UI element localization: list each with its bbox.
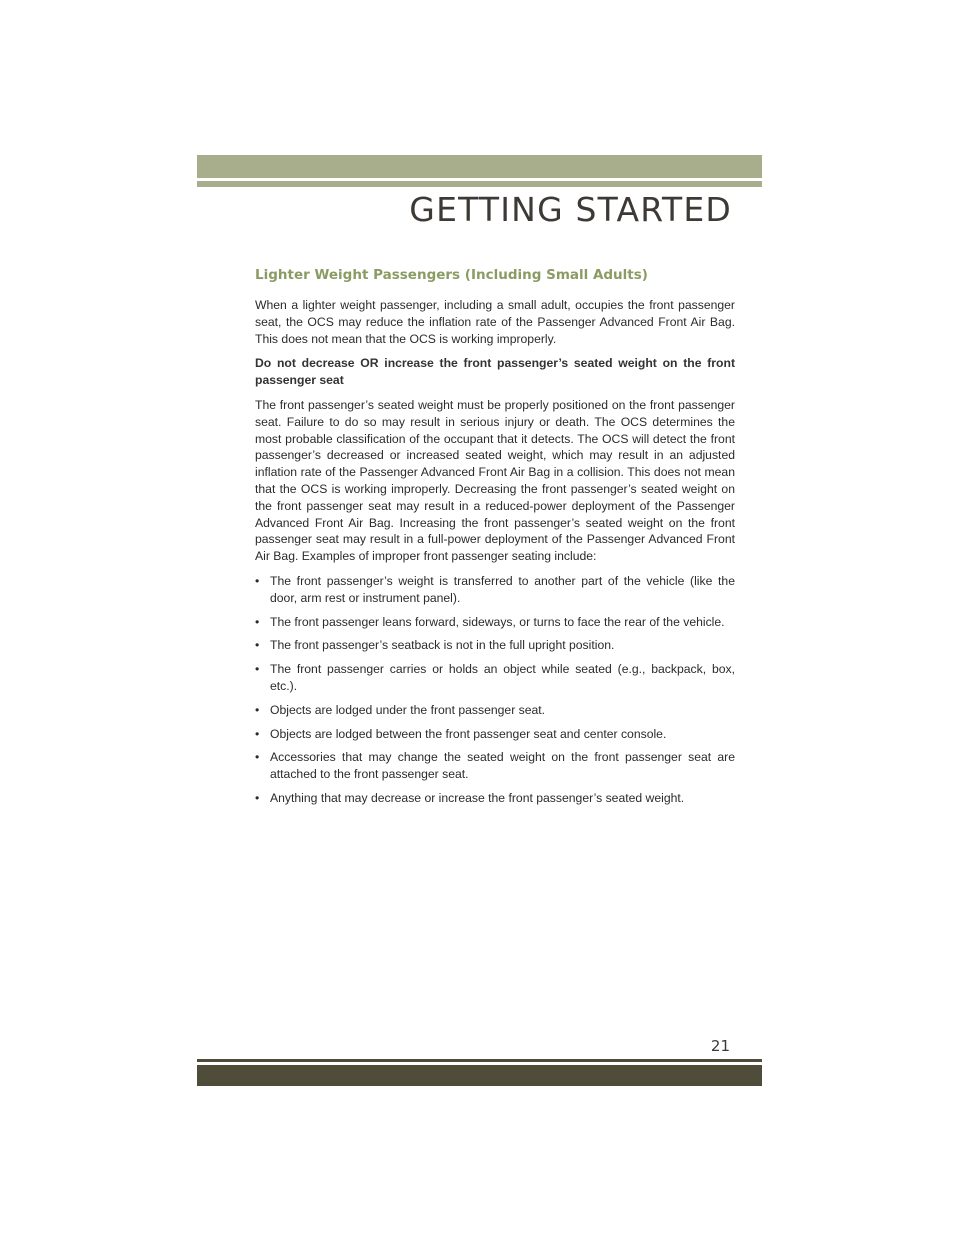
- improper-seating-list: [255, 573, 735, 807]
- list-item-text: The front passenger leans forward, sideways, or turns to face the rear of the vehicle.: [270, 614, 725, 629]
- list-item-text: Anything that may decrease or increase the front passenger’s seated weight.: [270, 790, 685, 805]
- header-band: [197, 155, 762, 178]
- list-item: [255, 702, 735, 719]
- bullet: •: [255, 638, 260, 653]
- subheading: Lighter Weight Passengers (Including Small Adults): [255, 267, 648, 283]
- list-item-text: Objects are lodged between the front passenger seat and center console.: [270, 726, 667, 741]
- section-title: GETTING STARTED: [409, 190, 732, 229]
- list-item-text: The front passenger’s weight is transferred to another part of the vehicle (like the door, arm rest or instrument panel).: [270, 573, 735, 605]
- header-rule: [197, 181, 762, 187]
- list-item: [255, 790, 735, 807]
- list-item-text: The front passenger’s seatback is not in the full upright position.: [270, 638, 615, 653]
- list-item: [255, 661, 735, 695]
- list-item: [255, 749, 735, 783]
- list-item: [255, 614, 735, 631]
- intro-paragraph: When a lighter weight passenger, including a small adult, occupies the front passenger seat, the OCS may reduce the inflation rate of the Passenger Advanced Front Air Bag. This does not mean that the OCS is working improperly.: [255, 298, 735, 346]
- page-number: 21: [710, 1037, 730, 1055]
- bullet: •: [255, 726, 260, 741]
- list-item-text: Accessories that may change the seated weight on the front passenger seat are attached to the front passenger seat.: [270, 750, 735, 782]
- list-item-text: The front passenger carries or holds an object while seated (e.g., backpack, box, etc.).: [270, 662, 735, 693]
- footer-band: [197, 1065, 762, 1086]
- warning-heading: Do not decrease OR increase the front passenger’s seated weight on the front passenger seat: [255, 356, 735, 388]
- list-item: [255, 637, 735, 654]
- bullet: •: [255, 790, 260, 805]
- bullet: •: [255, 614, 260, 629]
- bullet: •: [255, 662, 260, 677]
- list-item-text: Objects are lodged under the front passenger seat.: [270, 702, 546, 717]
- body-paragraph: The front passenger’s seated weight must be properly positioned on the front passenger seat. Failure to do so may result in serious injury or death. The OCS determines the most probable classification of the occupant that it detects. The OCS will detect the front passenger’s decreased or increased seated weight, which may result in an adjusted inflation rate of the Passenger Advanced Front Air Bag in a collision. This does not mean that the OCS is working improperly. Decreasing the front passenger’s seated weight on the front passenger seat may result in a reduced-power deployment of the Passenger Advanced Front Air Bag. Increasing the front passenger’s seated weight on the front passenger seat may result in a full-power deployment of the Passenger Advanced Front Air Bag. Examples of improper front passenger seating include:: [255, 397, 735, 564]
- bullet: •: [255, 750, 260, 765]
- list-item: [255, 573, 735, 607]
- page-content: [255, 265, 735, 814]
- footer-rule: [197, 1059, 762, 1062]
- bullet: •: [255, 702, 260, 717]
- bullet: •: [255, 573, 260, 588]
- list-item: [255, 726, 735, 743]
